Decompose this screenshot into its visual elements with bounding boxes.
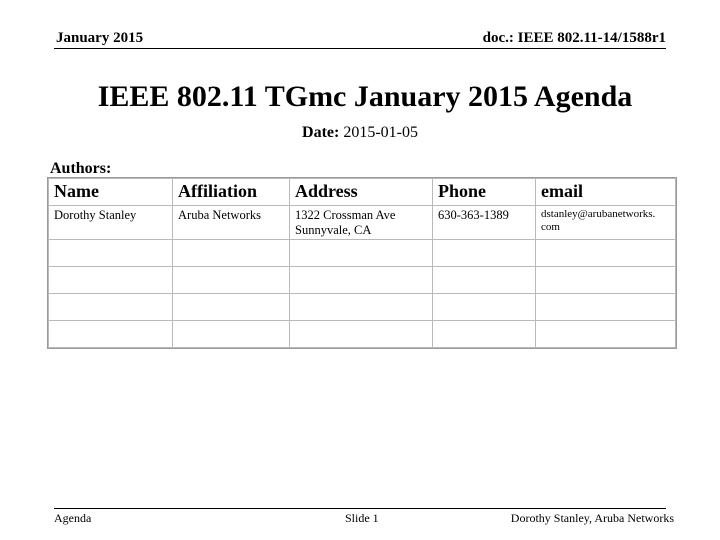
footer-rule [54,508,666,509]
empty-cell [433,267,536,294]
empty-cell [173,267,290,294]
empty-cell [433,294,536,321]
footer-author: Dorothy Stanley, Aruba Networks [510,511,674,525]
footer-section: Agenda [54,511,92,525]
cell-email [536,206,676,240]
cell-phone: 630-363-1389 [433,206,536,240]
column-header-email: email [536,179,676,206]
empty-cell [173,294,290,321]
cell-address [290,206,433,240]
empty-cell [173,321,290,348]
empty-cell [536,294,676,321]
table-row [49,206,676,240]
date-value: 2015-01-05 [343,124,418,141]
cell-affiliation: Aruba Networks [173,206,290,240]
empty-cell [536,321,676,348]
empty-cell [49,240,173,267]
table-header-row [49,179,676,206]
header-rule [54,48,666,49]
empty-cell [290,240,433,267]
empty-cell [290,321,433,348]
column-header-address: Address [290,179,433,206]
table-row-empty [49,267,676,294]
table-row-empty [49,240,676,267]
slide-title: IEEE 802.11 TGmc January 2015 Agenda [97,80,633,113]
column-header-affiliation: Affiliation [173,179,290,206]
empty-cell [536,267,676,294]
empty-cell [433,321,536,348]
empty-cell [433,240,536,267]
header-doc-id: doc.: IEEE 802.11-14/1588r1 [482,30,666,46]
empty-cell [173,240,290,267]
empty-cell [290,267,433,294]
header-date: January 2015 [56,30,144,46]
column-header-phone: Phone [433,179,536,206]
email-line-1: dstanley@arubanetworks. [541,208,656,220]
address-line-1: 1322 Crossman Ave [295,208,396,222]
empty-cell [49,321,173,348]
empty-cell [49,267,173,294]
empty-cell [49,294,173,321]
authors-label: Authors: [50,160,112,177]
cell-name: Dorothy Stanley [49,206,173,240]
footer-slide-number: Slide 1 [345,511,379,525]
empty-cell [536,240,676,267]
empty-cell [290,294,433,321]
date-label: Date: [302,124,340,141]
authors-table [48,178,676,348]
table-row-empty [49,294,676,321]
table-row-empty [49,321,676,348]
date-line [0,124,720,142]
address-line-2: Sunnyvale, CA [295,223,372,237]
column-header-name: Name [49,179,173,206]
email-line-2: com [541,221,560,233]
